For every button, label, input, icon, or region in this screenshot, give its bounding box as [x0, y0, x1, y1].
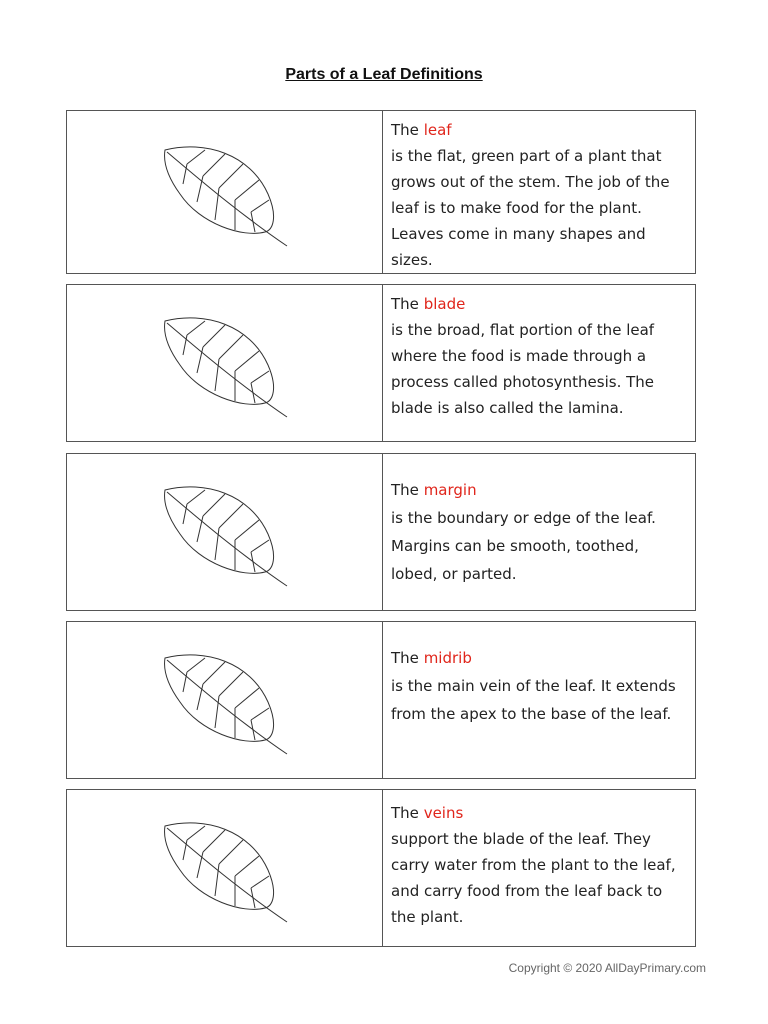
term-prefix: The — [391, 649, 419, 667]
term-line — [391, 800, 687, 826]
term-line — [391, 644, 687, 672]
term: leaf — [423, 121, 452, 139]
term-line — [391, 291, 687, 317]
leaf-outline-icon — [155, 472, 295, 592]
leaf-illustration — [67, 790, 383, 946]
definition: is the flat, green part of a plant that grows out of the stem. The job of the leaf is to make food for the plant. Leaves come in many shapes and sizes. — [391, 147, 670, 269]
definition-text — [383, 454, 695, 610]
leaf-outline-icon — [155, 640, 295, 760]
leaf-illustration — [67, 285, 383, 441]
term-line — [391, 476, 687, 504]
definition-card-midrib — [66, 621, 696, 779]
leaf-illustration — [67, 454, 383, 610]
definition: is the boundary or edge of the leaf. Margins can be smooth, toothed, lobed, or parted. — [391, 509, 656, 583]
leaf-outline-icon — [155, 303, 295, 423]
definition: support the blade of the leaf. They carry water from the plant to the leaf, and carry food from the leaf back to the plant. — [391, 830, 676, 926]
definition-card-margin — [66, 453, 696, 611]
term: margin — [423, 481, 477, 499]
term: midrib — [423, 649, 472, 667]
leaf-outline-icon — [155, 132, 295, 252]
leaf-illustration — [67, 622, 383, 778]
definition-card-veins — [66, 789, 696, 947]
term: veins — [423, 804, 464, 822]
definition-card-blade — [66, 284, 696, 442]
leaf-outline-icon — [155, 808, 295, 928]
term-prefix: The — [391, 481, 419, 499]
term-line — [391, 117, 687, 143]
term-prefix: The — [391, 295, 419, 313]
copyright-footer: Copyright © 2020 AllDayPrimary.com — [508, 961, 706, 975]
definition-text — [383, 622, 695, 778]
term-prefix: The — [391, 804, 419, 822]
definition: is the broad, flat portion of the leaf where the food is made through a process called photosynthesis. The blade is also called the lamina. — [391, 321, 655, 417]
term: blade — [423, 295, 466, 313]
page-title: Parts of a Leaf Definitions — [285, 66, 483, 83]
definition: is the main vein of the leaf. It extends from the apex to the base of the leaf. — [391, 677, 676, 723]
definition-text — [383, 285, 695, 441]
definition-card-leaf — [66, 110, 696, 274]
leaf-illustration — [67, 111, 383, 273]
definition-text — [383, 111, 695, 273]
definition-text — [383, 790, 695, 946]
term-prefix: The — [391, 121, 419, 139]
